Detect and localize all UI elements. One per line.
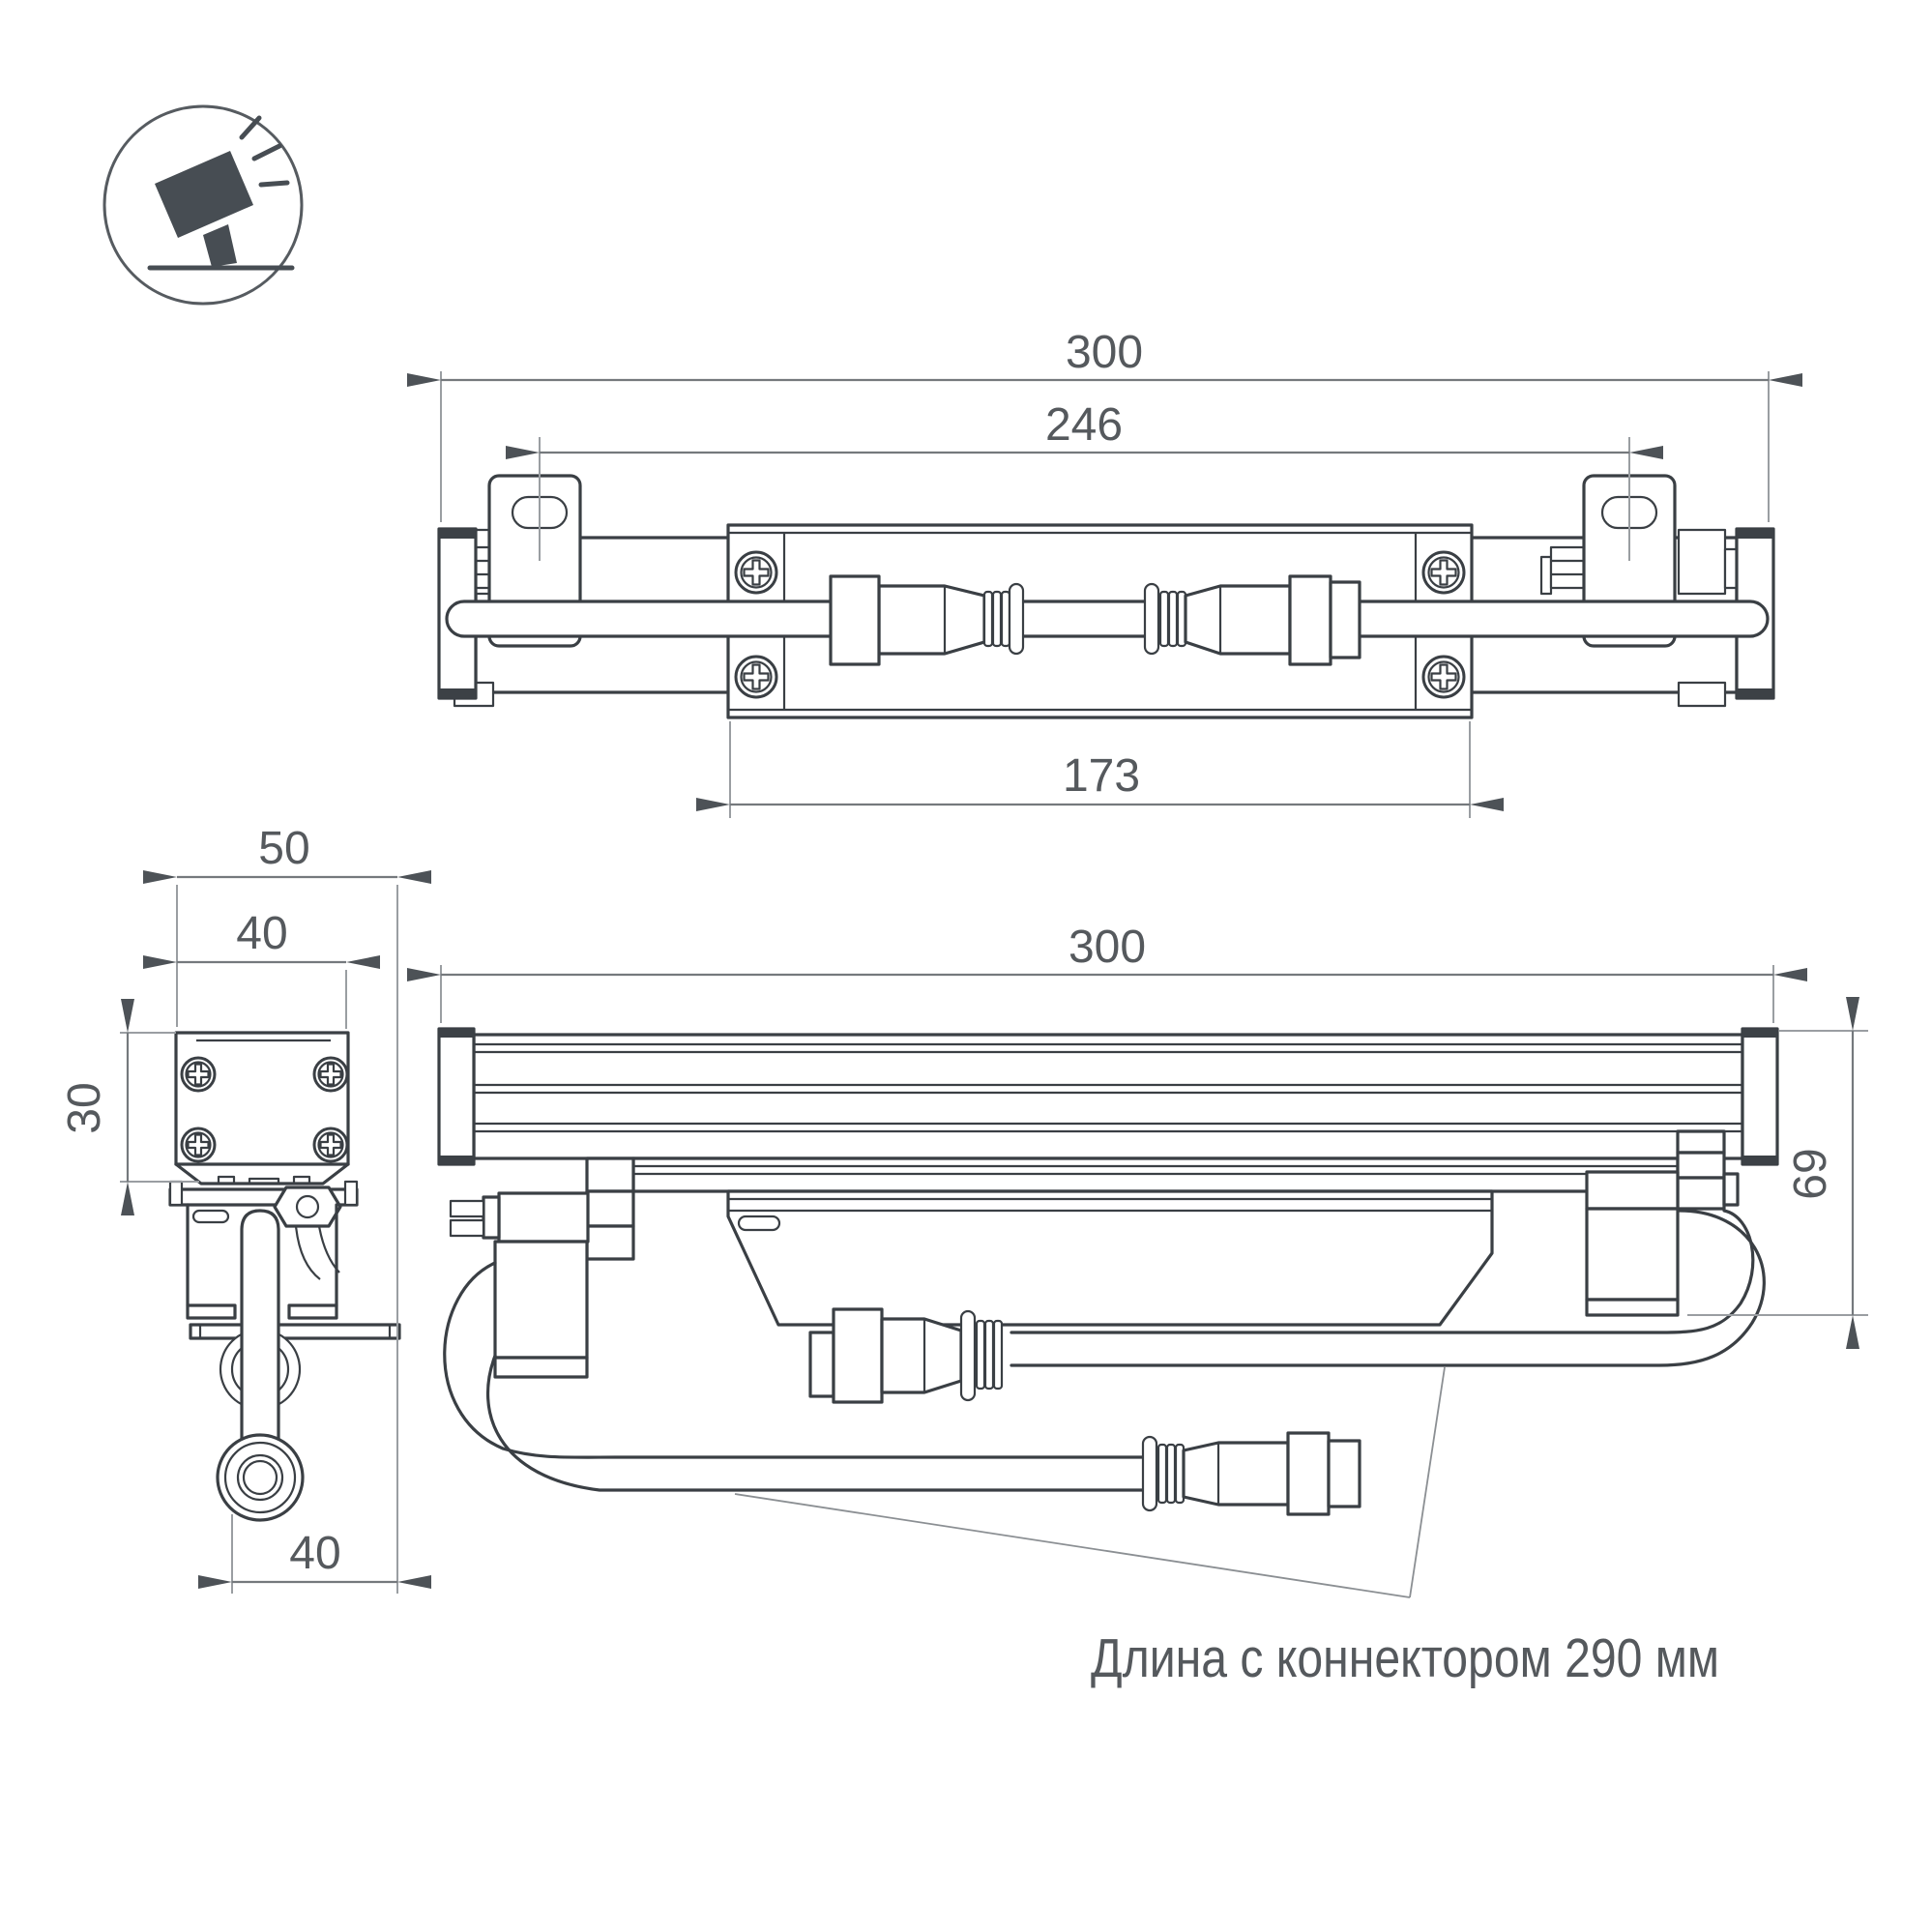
dimension-module-length xyxy=(730,721,1470,818)
phillips-screw xyxy=(736,552,776,593)
phillips-screw xyxy=(182,1058,215,1091)
through-cable xyxy=(447,601,1768,636)
dimension-side-body-width xyxy=(177,908,346,1029)
phillips-screw xyxy=(1423,657,1464,697)
right-end-cap xyxy=(1742,1029,1777,1164)
extruded-bar xyxy=(474,1035,1742,1158)
dim-bracket-centers-label: 246 xyxy=(1044,399,1124,451)
dim-side-foot-label: 40 xyxy=(289,1528,341,1579)
top-view xyxy=(439,327,1773,818)
side-view xyxy=(59,823,399,1594)
dim-side-height-label: 30 xyxy=(59,1082,110,1134)
dim-front-height-label: 69 xyxy=(1785,1148,1836,1200)
female-connector xyxy=(810,1309,1002,1402)
dim-side-cap-label: 50 xyxy=(258,823,310,874)
phillips-screw xyxy=(314,1058,347,1091)
phillips-screw xyxy=(1423,552,1464,593)
phillips-screw xyxy=(182,1128,215,1161)
phillips-screw xyxy=(736,657,776,697)
dim-top-overall-label: 300 xyxy=(1065,327,1144,378)
phillips-screw xyxy=(314,1128,347,1161)
cable-and-connector-end xyxy=(218,1211,303,1520)
product-type-icon xyxy=(104,106,302,304)
light-ray-icon xyxy=(261,183,287,185)
left-clamp-bracket xyxy=(451,1158,633,1377)
connector-length-callout xyxy=(735,1367,1719,1689)
under-module xyxy=(633,1158,1678,1325)
rail-base xyxy=(176,1164,348,1184)
dimension-side-foot-width xyxy=(232,1514,397,1594)
dim-module-length-label: 173 xyxy=(1062,750,1141,802)
male-plug xyxy=(1143,1433,1360,1514)
dim-side-body-label: 40 xyxy=(236,908,288,959)
front-view xyxy=(439,922,1868,1689)
left-end-cap xyxy=(439,1029,474,1164)
dim-front-overall-label: 300 xyxy=(1068,922,1147,973)
dimension-front-overall xyxy=(441,922,1773,1023)
cable-bend xyxy=(242,1211,278,1447)
connector-length-note: Длина с коннектором 290 мм xyxy=(1091,1627,1719,1689)
